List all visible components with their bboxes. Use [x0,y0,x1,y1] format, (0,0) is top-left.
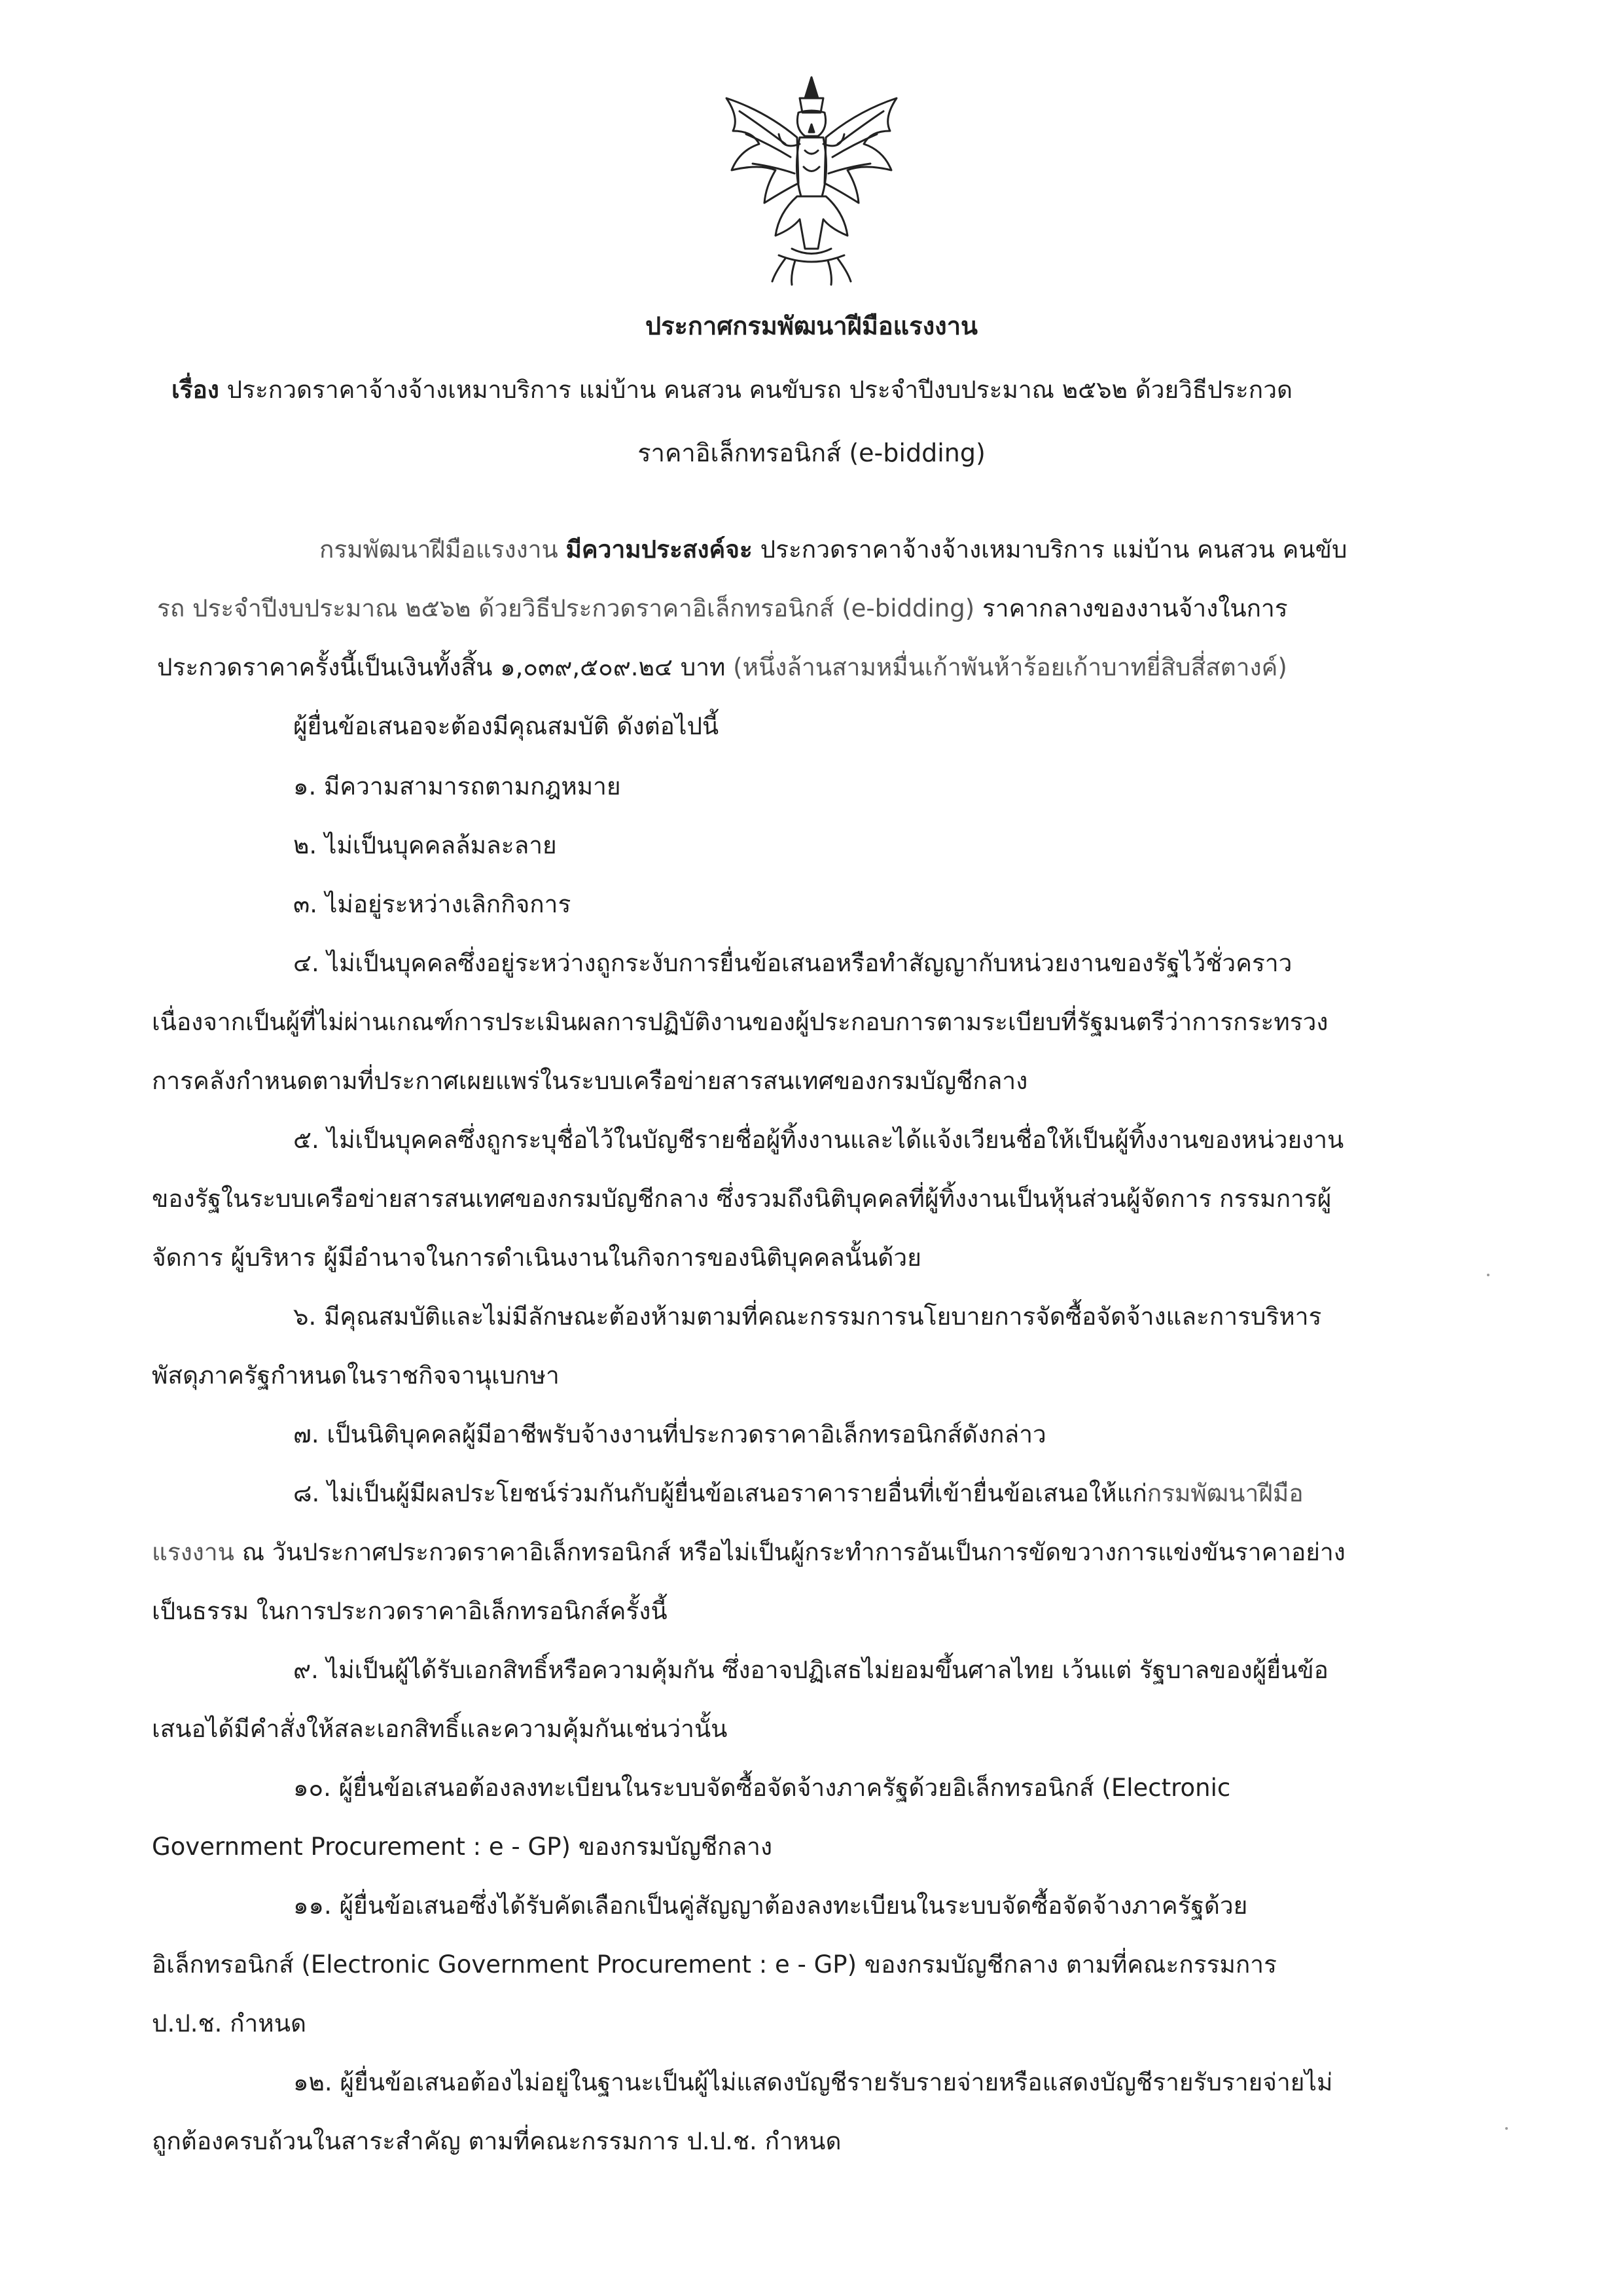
item-4-line-3: การคลังกำหนดตามที่ประกาศเผยแพร่ในระบบเครือข่ายสารสนเทศของกรมบัญชีกลาง [152,1067,1028,1095]
scan-speck [1505,2127,1508,2130]
item-11-line-3: ป.ป.ช. กำหนด [152,2009,307,2037]
item-4-line-1: ๔. ไม่เป็นบุคคลซึ่งอยู่ระหว่างถูกระงับการยื่นข้อเสนอหรือทำสัญญากับหน่วยงานของรัฐไว้ชั่วคราว [293,949,1293,977]
subject-line-2 [0,437,1623,469]
item-9-line-2: เสนอได้มีคำสั่งให้สละเอกสิทธิ์และความคุ้มกันเช่นว่านั้น [152,1715,728,1743]
item-5-line-2: ของรัฐในระบบเครือข่ายสารสนเทศของกรมบัญชีกลาง ซึ่งรวมถึงนิติบุคคลที่ผู้ทิ้งงานเป็นหุ้นส่วนผู้จัดการ กรรมการผู้ [152,1185,1332,1213]
intent-text: มีความประสงค์จะ [565,535,753,564]
item-2: ๒. ไม่เป็นบุคคลล้มละลาย [293,831,557,859]
item-8-agency-cont: แรงงาน [152,1538,234,1566]
item-12-line-2: ถูกต้องครบถ้วนในสาระสำคัญ ตามที่คณะกรรมการ ป.ป.ช. กำหนด [152,2127,842,2155]
item-10-line-2: Government Procurement : e - GP) ของกรมบัญชีกลาง [152,1833,773,1861]
item-5-line-3: จัดการ ผู้บริหาร ผู้มีอำนาจในการดำเนินงานในกิจการของนิติบุคคลนั้นด้วย [152,1244,921,1272]
intro-line-2 [157,593,1288,624]
announcement-title-text: ประกาศกรมพัฒนาฝีมือแรงงาน [645,312,978,340]
item-8-line-3: เป็นธรรม ในการประกวดราคาอิเล็กทรอนิกส์ครั้งนี้ [152,1597,668,1625]
item-7: ๗. เป็นนิติบุคคลผู้มีอาชีพรับจ้างงานที่ประกวดราคาอิเล็กทรอนิกส์ดังกล่าว [293,1420,1046,1448]
item-8-agency: กรมพัฒนาฝีมือ [1147,1479,1304,1507]
item-9-line-1: ๙. ไม่เป็นผู้ได้รับเอกสิทธิ์หรือความคุ้มกัน ซึ่งอาจปฏิเสธไม่ยอมขึ้นศาลไทย เว้นแต่ รัฐบาลของผู้ยื่นข้อ [293,1656,1329,1684]
item-12-line-1: ๑๒. ผู้ยื่นข้อเสนอต้องไม่อยู่ในฐานะเป็นผู้ไม่แสดงบัญชีรายรับรายจ่ายหรือแสดงบัญชีรายรับรายจ่ายไม่ [293,2068,1333,2096]
qualifications-intro: ผู้ยื่นข้อเสนอจะต้องมีคุณสมบัติ ดังต่อไปนี้ [293,712,719,740]
item-8-line-2 [152,1537,1346,1568]
item-6-line-2: พัสดุภาครัฐกำหนดในราชกิจจานุเบกษา [152,1361,560,1390]
currency-label: บาท [680,653,726,681]
item-11-line-2: อิเล็กทรอนิกส์ (Electronic Government Procurement : e - GP) ของกรมบัญชีกลาง ตามที่คณะกรรมการ [152,1950,1277,1979]
item-5-line-1: ๕. ไม่เป็นบุคคลซึ่งถูกระบุชื่อไว้ในบัญชีรายชื่อผู้ทิ้งงานและได้แจ้งเวียนชื่อให้เป็นผู้ทิ้งงานของหน่วยงาน [293,1126,1344,1154]
garuda-emblem-icon [713,72,910,288]
item-8-line-2-b: ณ วันประกาศประกวดราคาอิเล็กทรอนิกส์ หรือไม่เป็นผู้กระทำการอันเป็นการขัดขวางการแข่งขันราคาอย่าง [241,1538,1346,1566]
announcement-title [0,310,1623,342]
amount-in-words: (หนึ่งล้านสามหมื่นเก้าพันห้าร้อยเก้าบาทยี่สิบสี่สตางค์) [733,653,1287,681]
subject-line-1 [171,374,1293,406]
item-1: ๑. มีความสามารถตามกฎหมาย [293,772,621,800]
subject-label: เรื่อง [171,376,219,404]
subject-text-1: ประกวดราคาจ้างจ้างเหมาบริการ แม่บ้าน คนสวน คนขับรถ ประจำปีงบประมาณ ๒๕๖๒ ด้วยวิธีประกวด [226,376,1293,404]
subject-text-2: ราคาอิเล็กทรอนิกส์ (e-bidding) [637,439,986,467]
intro-line-1-rest: ประกวดราคาจ้างจ้างเหมาบริการ แม่บ้าน คนสวน คนขับ [760,535,1347,564]
item-3: ๓. ไม่อยู่ระหว่างเลิกกิจการ [293,890,571,918]
item-6-line-1: ๖. มีคุณสมบัติและไม่มีลักษณะต้องห้ามตามที่คณะกรรมการนโยบายการจัดซื้อจัดจ้างและการบริหาร [293,1302,1322,1331]
intro-line-3-a: ประกวดราคาครั้งนี้เป็นเงินทั้งสิ้น [157,653,493,681]
item-10-line-1: ๑๐. ผู้ยื่นข้อเสนอต้องลงทะเบียนในระบบจัดซื้อจัดจ้างภาครัฐด้วยอิเล็กทรอนิกส์ (Electronic [293,1774,1231,1802]
agency-name: กรมพัฒนาฝีมือแรงงาน [319,535,558,564]
intro-line-2-a: รถ ประจำปีงบประมาณ ๒๕๖๒ ด้วยวิธีประกวดราคาอิเล็กทรอนิกส์ (e-bidding) [157,594,975,622]
item-4-line-2: เนื่องจากเป็นผู้ที่ไม่ผ่านเกณฑ์การประเมินผลการปฏิบัติงานของผู้ประกอบการตามระเบียบที่รัฐมนตรีว่าการกระทรวง [152,1008,1329,1036]
intro-line-1 [319,534,1347,565]
total-amount: ๑,๐๓๙,๕๐๙.๒๔ [500,653,673,681]
item-11-line-1: ๑๑. ผู้ยื่นข้อเสนอซึ่งได้รับคัดเลือกเป็นคู่สัญญาต้องลงทะเบียนในระบบจัดซื้อจัดจ้างภาครัฐด้วย [293,1892,1248,1920]
intro-line-3 [157,652,1287,683]
item-8-line-1-a: ๘. ไม่เป็นผู้มีผลประโยชน์ร่วมกันกับผู้ยื่นข้อเสนอราคารายอื่นที่เข้ายื่นข้อเสนอให้แก่ [293,1479,1147,1507]
item-8-line-1 [293,1478,1304,1509]
intro-line-2-b: ราคากลางของงานจ้างในการ [982,594,1288,622]
scan-speck [1487,1274,1489,1276]
